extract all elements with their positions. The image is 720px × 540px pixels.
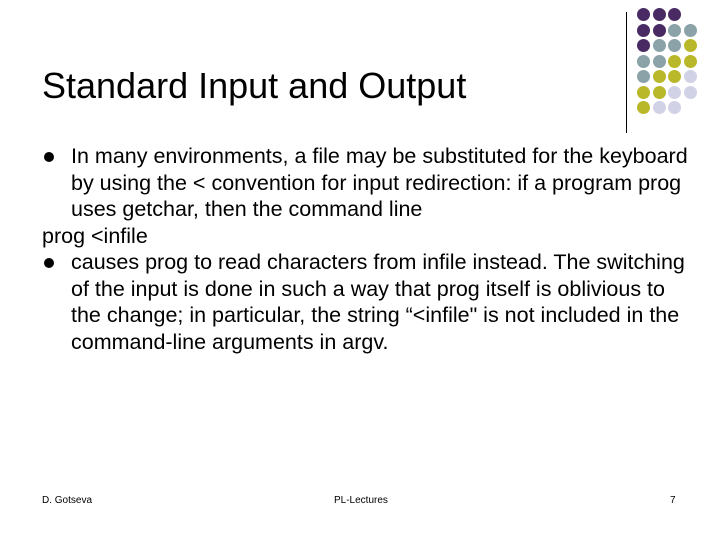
- decorative-dot: [653, 86, 666, 99]
- bullet-icon: [44, 152, 54, 162]
- footer-page-number: 7: [670, 495, 676, 506]
- decorative-dot: [653, 55, 666, 68]
- decorative-dot: [668, 70, 681, 83]
- bullet-text: causes prog to read characters from infile instead. The switching of the input is done in such a way that prog itself is oblivious to the change; in particular, the string “<infile" is not included in the command-line arguments in argv.: [71, 250, 685, 354]
- decorative-dot: [653, 24, 666, 37]
- decorative-dot: [668, 8, 681, 21]
- bullet-item: [42, 249, 692, 355]
- code-line: prog <infile: [42, 223, 148, 248]
- decorative-dot: [668, 55, 681, 68]
- bullet-item: [42, 143, 692, 223]
- footer-author: D. Gotseva: [42, 495, 93, 506]
- decorative-dot: [637, 101, 650, 114]
- decorative-dot: [668, 39, 681, 52]
- decorative-dot: [684, 55, 697, 68]
- decorative-dot: [684, 24, 697, 37]
- slide-title: Standard Input and Output: [42, 65, 467, 106]
- decorative-dot: [653, 70, 666, 83]
- decorative-dot: [637, 8, 650, 21]
- footer-course: PL-Lectures: [334, 495, 388, 506]
- decorative-dot: [637, 39, 650, 52]
- decorative-dot: [684, 86, 697, 99]
- decorative-dot: [653, 8, 666, 21]
- decorative-dot: [668, 86, 681, 99]
- decorative-dot-grid: [637, 8, 697, 120]
- decorative-dot: [637, 55, 650, 68]
- decorative-dot: [668, 24, 681, 37]
- decorative-dot: [653, 101, 666, 114]
- bullet-icon: [44, 258, 54, 268]
- title-divider-line: [626, 12, 627, 133]
- decorative-dot: [637, 24, 650, 37]
- slide-body: [42, 143, 692, 355]
- decorative-dot: [684, 70, 697, 83]
- decorative-dot: [684, 39, 697, 52]
- decorative-dot: [668, 101, 681, 114]
- decorative-dot: [637, 86, 650, 99]
- decorative-dot: [637, 70, 650, 83]
- decorative-dot: [653, 39, 666, 52]
- bullet-text: In many environments, a file may be substituted for the keyboard by using the < convention for input redirection: if a program prog uses getchar, then the command line: [71, 144, 688, 221]
